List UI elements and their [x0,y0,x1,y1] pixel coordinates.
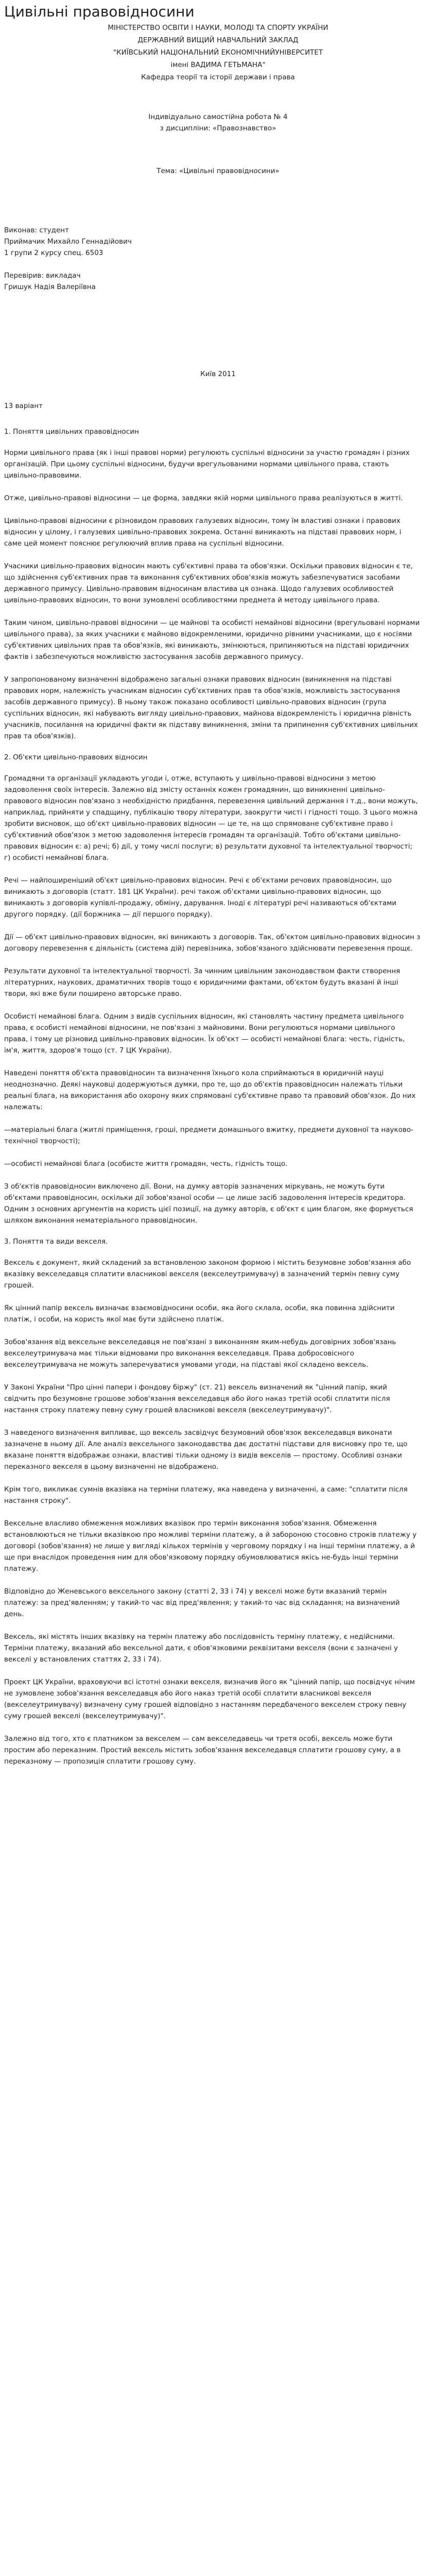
paragraph: З наведеного визначення випливає, що вексель засвідчує безумовний обов'язок векселедавця виконати зазначене в ньому дії. Але аналіз вексельного законодавства дає достатні підстави для висновку про те, що вказане поняття відображає ознаки, властиві тільки одному із видів векселів — простому. Особливі ознаки переказного векселя в цьому визначенні не відображено. [4,1429,408,1471]
meta-line: Перевірив: викладач [4,272,81,280]
paragraph: —матеріальні блага (житлі приміщення, гроші, предмети домашнього вжитку, предмети духовної та науково-технічної творчості); [4,1126,414,1145]
paragraph: Як цінний папір вексель визначає взаємовідносини особи, яка його склала, особи, яка повинна здійснити платіж, і особи, на користь якої має бути здійснено платіж. [4,1304,395,1324]
institution-header [0,22,436,83]
topic-line: Тема: «Цивільні правовідносини» [156,167,280,175]
meta-line [4,259,436,270]
paragraph: —особисті немайнові блага (особисте життя громадян, честь, гідність тощо. [4,1160,288,1168]
section-heading: 2. Об'єкти цивільно-правових відносин [4,753,148,761]
header-line: імені ВАДИМА ГЕТЬМАНА" [170,61,266,69]
meta-line: 1 групи 2 курсу спец. 6503 [4,249,103,257]
paragraph: Відповідно до Женевського вексельного закону (статті 2, 33 і 74) у векселі може бути вказаний термін платежу: за пред'явленням; у такий-то час від пред'явлення; у такий-то час від складання; на визначений день. [4,1587,400,1618]
paragraph: Зобов'язання від вексельне векселедавця не пов'язані з виконанням яким-небудь договірних зобов'язань векселеутримувача має тільки відмовами про виконання векселедавця. Права добросовісного векселеутримувача не можуть заперечуватися умовами угоди, на підставі якої складено вексель. [4,1338,396,1369]
paragraph: Цивільно-правові відносини є різновидом правових галузевих відносин, тому їм властиві ознаки і правових відносин у цілому, і галузевих цивільно-правових зокрема. Останні виникають на підставі правових норм, і саме цей момент пояснює регулюючий вплив права на суспільні відносини. [4,517,402,548]
paragraph: Речі — найпоширеніший об'єкт цивільно-правових відносин. Речі є об'єктами речових правовідносин, що виникають з договорів (статт. 181 ЦК України). речі також об'єктами цивільно-правових відносин, що виникають з договорів купівлі-продажу, обміну, дарування. Іноді є літературі речі називаються об'єктами другого порядку. (дії боржника — дії першого порядку). [4,876,397,919]
section-body [0,447,436,742]
section-body [0,1257,436,1767]
paragraph: Залежно від того, хто є платником за векселем — сам векселедавець чи третя особі, вексель може бути простим або переказним. Простий вексель містить зобов'язання векселедавця сплатити грошову суму, а в переказному — пропозиція сплатити грошову суму. [4,1735,401,1766]
work-line: Індивідуально самостійна робота № 4 [148,113,288,121]
work-line: з дисципліни: «Правознавство» [160,124,276,132]
meta-line: Приймачик Михайло Геннадійович [4,238,132,246]
header-line: ДЕРЖАВНИЙ ВИЩИЙ НАВЧАЛЬНИЙ ЗАКЛАД [137,36,299,44]
paragraph: Учасники цивільно-правових відносин мають суб'єктивні права та обов'язки. Оскільки правових відносин є те, що здійснення суб'єктивних прав та виконання суб'єктивних обов'язків можуть забезпечуватися засобами державного примусу. Цивільно-правовим відносинам властива ця ознака. Щодо галузевих особливостей цивільно-правових відносин, то вони зумовлені особливостями предмета й методу цивільного права. [4,562,413,604]
paragraph: Громадяни та організації укладають угоди і, отже, вступають у цивільно-правові відносини з метою задоволення своїх інтересів. Залежно від змісту останніх кожен громадянин, що виникненні цивільно-правового відносин пов'язано з необхідністю придбання, перевезення цивільний держання і т.д., вони можуть, наприклад, прийняти у спадщину, публікацію твору літератури, заокругти чисті і гідності тощо. З цього можна зробити висновок, що об'єкт цивільно-правових відносин — це те, на що спрямоване суб'єктивне право і суб'єктивний обов'язок з метою задоволення інтересів громадян та організацій. Тобто об'єктами цивільно-правових відносин є: а) речі; б) дії, у тому числі послуги; в) результати духовної та інтелектуальної творчості; г) особисті немайнові блага. [4,774,418,862]
paragraph: Вексель є документ, який складений за встановленою законом формою і містить безумовне зобов'язання або вказівку векселедавця сплатити власникові векселя (векселеутримувачу) в зазначений термін певну суму грошей. [4,1259,411,1290]
paragraph: Норми цивільного права (як і інші правові норми) регулюють суспільні відносини за участю громадян і різних організацій. При цьому суспільні відносини, будучи врегульованими нормами цивільного права, стають цивільно-правовими. [4,449,410,480]
header-line: МІНІСТЕРСТВО ОСВІТИ І НАУКИ, МОЛОДІ ТА СПОРТУ УКРАЇНИ [108,24,328,32]
header-line: "КИЇВСЬКИЙ НАЦІОНАЛЬНИЙ ЕКОНОМІЧНИЙУНІВЕРСИТЕТ [113,48,323,57]
variant-label: 13 варіант [4,402,43,410]
paragraph: У Законі України "Про цінні папери і фондову біржу" (ст. 21) вексель визначений як "цінний папір, який свідчить про безумовне грошове зобов'язання векселедавця або його наказ третій особі сплатити після настання строку платежу певну суму грошей власникові векселя (векселеутримувачу)". [4,1383,390,1414]
paragraph: З об'єктів правовідносин виключено дії. Вони, на думку авторів зазначених міркувань, не можуть бути об'єктами правовідносин, оскільки дії зобов'язаної особи — це лише засіб задоволення інтересів кредитора. Одним з основних аргументів на користь цієї позиції, на думку авторів, є об'єкт є цим благом, яке формується шляхом виконання нематеріального правовідносин. [4,1182,413,1225]
work-description [0,111,436,134]
section-heading: 1. Поняття цивільних правовідносин [4,428,139,436]
paragraph: Дії — об'єкт цивільно-правових відносин, які виникають з договорів. Так, об'єктом цивільно-правових відносин з договору перевезення є діяльність (система дій) перевізника, зобов'язаного здійснювати перевезення прощє. [4,933,421,953]
header-line: Кафедра теорії та історії держави і права [141,73,295,81]
paragraph: Особисті немайнові блага. Одним з видів суспільних відносин, які становлять частину предмета цивільного права, є особисті немайнові відносини, не пов'язані з майновими. Вони регулюються нормами цивільного права, і тому це різновид цивільно-правових відносин. Їх об'єкт — особисті немайнові блага: честь, гідність, ім'я, життя, здоров'я тощо (ст. 7 ЦК України). [4,1012,405,1055]
section-body [0,773,436,1226]
paragraph: Проект ЦК України, враховуючи всі істотні ознаки векселя, визначив його як "цінний папір, що посвідчує нічим не зумовлене зобов'язання векселедавця або його наказ третій особі сплатити власникові векселя (векселеутримувачу) визначену суму грошей відповідно з настанням передбаченого векселем строку певну суму грошей векселі (векселеутримувачу)". [4,1678,415,1720]
paragraph: Вексель, які містять інших вказівку на термін платежу або послідовність терміну платежу, є недійсними. Терміни платежу, вказаний або вексельної дати, є обов'язковими реквізитами векселя (вони є зазначені у векселі у встановлених статтях 2, 33 і 74). [4,1633,398,1664]
city-year: Київ 2011 [200,370,236,378]
page-title: Цивільні правовідносини [4,3,195,20]
paragraph: Таким чином, цивільно-правові відносини — це майнові та особисті немайнові відносини (врегульовані нормами цивільного права), за яких учасники є майново відокремленими, юридично рівними учасниками, що є носіями суб'єктивних цивільних прав та обов'язків, які виникають, змінюються, припиняються на підставі юридичних фактів і забезпечуються можливістю застосування засобів державного примусу. [4,619,420,661]
section-heading: 3. Поняття та види векселя. [4,1238,108,1246]
author-meta [4,225,436,293]
paragraph: Результати духовної та інтелектуальної творчості. За чинним цивільним законодавством факти створення літературних, наукових, драматичних творів тощо є юридичними фактами, об'єктом будуть вказані й інші твори, які вже були поширено авторське право. [4,967,400,998]
paragraph: У запропонованому визначенні відображено загальні ознаки правових відносин (виникнення на підставі правових норм, належність учасникам відносин суб'єктивних прав та обов'язків, можливість застосування засобів державного примусу). В ньому також показано особливості цивільно-правових відносин (група суспільних відносин, які набувають вигляду цивільно-правових, майнова відокремленість і юридична рівність учасників, посилання на юридичні факти як підставу виникнення, зміни та припинення суб'єктивних цивільних прав та обов'язків). [4,675,418,740]
paragraph: Отже, цивільно-правові відносини — це форма, завдяки якій норми цивільного права реалізуються в житті. [4,494,403,502]
meta-line: Виконав: студент [4,226,69,234]
paragraph: Крім того, викликає сумнів вказівка на терміни платежу, яка наведена у визначенні, а саме: "сплатити після настання строку". [4,1485,408,1505]
paragraph: Вексельне власливо обмеження можливих вказівок про термін виконання зобов'язання. Обмеження встановлюються не тільки вказівкою про можливі терміни платежу, а й забороною стосовно строків платежу у договорі (зобов'язання) не лише у вигляді кількох термінів у черговому порядку і на інші терміни платежу, а й ще при внаслідок проведення ним для обов'язковому порядку обумовлюватися якісь не-будь інші терміни платежу. [4,1519,417,1573]
meta-line: Гришук Надія Валеріївна [4,283,96,291]
paragraph: Наведені поняття об'єкта правовідносин та визначення їхнього кола сприймаються в юридичній науці неоднозначно. Деякі науковці додержуються думки, про те, що до об'єктів правовідносин належать тільки реальні блага, на використання або охорону яких спрямовані суб'єктивне право та правовий обов'язок. До них належать: [4,1069,416,1111]
